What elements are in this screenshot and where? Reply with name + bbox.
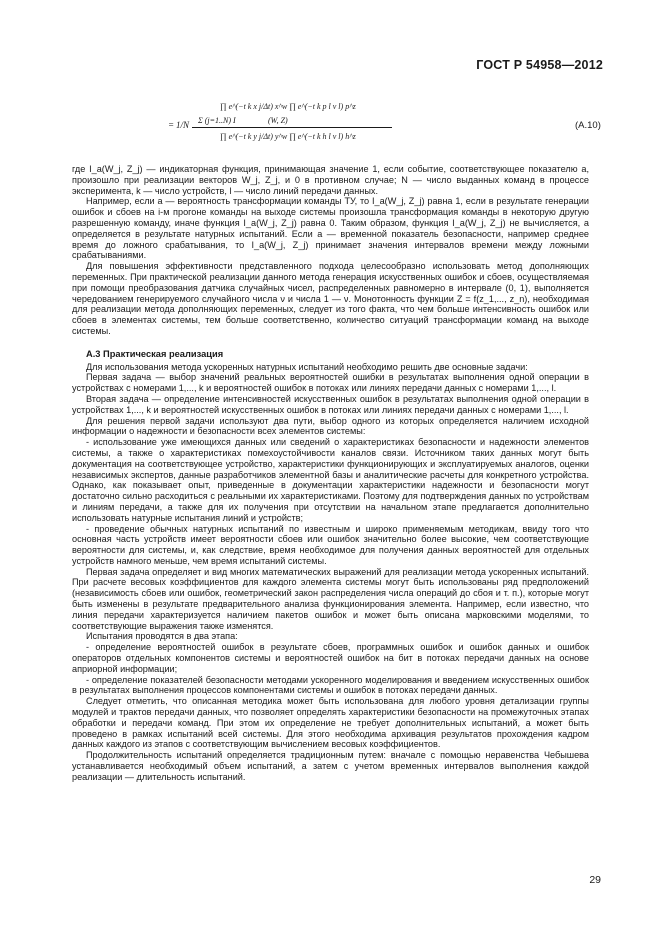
list-item: - проведение обычных натурных испытаний по известным и широко применяемым методикам, ввиду того что основная часть устройств имеет вероятности сбоев или ошибок значительно более высокие, чем соответствующие вероятности для системы, и, как следствие, время необходимое для получения данных вероятностей для отдельных устройств намного меньше, чем время испытаний системы. bbox=[72, 523, 589, 566]
paragraph: Продолжительность испытаний определяется традиционным путем: вначале с помощью неравенства Чебышева устанавливается необходимый объем испытаний, а затем с учетом временных интервалов выполнения каждой реализации — длительность испытаний. bbox=[72, 750, 589, 782]
paragraph: Следует отметить, что описанная методика может быть использована для любого уровня детализации группы модулей и трактов передачи данных, что позволяет определять характеристики безопасности на промежуточных этапах обработки и передачи команд. При этом их определение не требует дополнительных испытаний, а может быть проведено в рамках испытаний всей системы. Для этого необходима архивация результатов прохождения кадром данных каждого из этапов с соответствующим вычислением весовых коэффициентов. bbox=[72, 696, 589, 750]
list-item: - использование уже имеющихся данных или сведений о характеристиках безопасности и надежности элементов системы, а также о характеристиках помехоустойчивости каналов связи. Источником таких данных могут быть документация на соответствующее устройство, характеристики функционирующих и эксплуатируемых аналогов, оценки независимых экспертов, данные разработчиков элементной базы и аналитические расчеты для конкретного устройства. Однако, как показывает опыт, приведенные в документации характеристики надежности и безопасности могут достаточно сильно расходиться с реальными их характеристиками. Поэтому для подтверждения данных по устройствам и линиям передачи, а также для их получения при отсутствии на начальном этапе предлагается дополнительно использовать натурные испытания линий и устройств; bbox=[72, 437, 589, 523]
document-body bbox=[72, 164, 589, 783]
paragraph: Например, если a — вероятность трансформации команды ТУ, то I_a(W_j, Z_j) равна 1, если в результате генерации ошибок и сбоев на i-м прогоне команды на выходе системы произошла трансформация команды в некоторую другую разрешенную команду, иначе функция I_a(W_j, Z_j) равна 0. Таким образом, функция I_a(W_j, Z_j) не вычисляется, а определяется в результате натурных испытаний. Если a — временной показатель безопасности, например среднее время до ложного срабатывания, то I_a(W_j, Z_j) принимает значения интервалов времени между ложными срабатываниями. bbox=[72, 196, 589, 261]
formula-sum: Σ (j=1..N) I bbox=[198, 116, 236, 125]
formula-lhs: = bbox=[168, 120, 175, 130]
formula-coef: 1/N bbox=[176, 120, 190, 130]
formula-sum-args: (W, Z) bbox=[268, 116, 288, 125]
paragraph: Для использования метода ускоренных натурных испытаний необходимо решить две основные задачи: bbox=[86, 361, 528, 372]
list-item: - определение вероятностей ошибок в результате сбоев, программных ошибок и ошибок данных и ошибок операторов отдельных компонентов системы и вероятностей ошибок на бит в потоках передачи данных на основе априорной информации; bbox=[72, 642, 589, 674]
paragraph: Для решения первой задачи используют два пути, выбор одного из которых определяется наличием исходной информации о надежности и безопасности всех элементов системы: bbox=[72, 415, 589, 437]
paragraph: Испытания проводятся в два этапа: bbox=[86, 631, 238, 642]
formula-numerator: ∏ e^(−t k x j/Δt) x^w ∏ e^(−t k p l v l) p^z bbox=[220, 102, 356, 111]
formula-fraction-line bbox=[192, 127, 392, 128]
paragraph: Вторая задача — определение интенсивностей искусственных ошибок в результатах выполнения одной операции в устройствах 1,..., k и вероятностей искусственных ошибок в потоках или линиях передачи данных с номерами 1,..., l. bbox=[72, 393, 589, 415]
paragraph: Первая задача — выбор значений реальных вероятностей ошибки в результатах выполнения одной операции в устройствах с номерами 1,..., k и вероятностей ошибок в потоках или линиях передачи данных с номерами 1,..., l. bbox=[72, 372, 589, 394]
paragraph: Для повышения эффективности представленного подхода целесообразно использовать метод дополняющих переменных. При практической реализации данного метода генерация искусственных ошибок и сбоев, осуществляемая при помощи преобразования датчика случайных чисел, распределенных равномерно в интервале (0, 1), выполняется чередованием генерируемого случайного числа ν и числа 1 — ν. Монотонность функции Z = f(z_1,..., z_n), необходимая для реализации метода дополняющих переменных, следует из того факта, что чем больше интенсивность ошибок или сбоев в элементах системы, тем больше соответственно, количество ситуаций трансформации команд на выходе системы. bbox=[72, 261, 589, 336]
formula-a10 bbox=[150, 96, 601, 158]
list-item: - определение показателей безопасности методами ускоренного моделирования и введением искусственных ошибок в результатах выполнения процессов компонентами системы и ошибок в потоках передачи данных. bbox=[72, 674, 589, 696]
paragraph: где I_a(W_j, Z_j) — индикаторная функция, принимающая значение 1, если событие, соответствующее показателю a, произошло при реализации векторов W_j, Z_j, и 0 в противном случае; N — число выданных команд в процессе эксперимента, k — число устройств, l — число линий передачи данных. bbox=[72, 164, 589, 196]
formula-denominator: ∏ e^(−t k y j/Δt) y^w ∏ e^(−t k h l v l) h^z bbox=[220, 132, 356, 141]
section-title: А.3 Практическая реализация bbox=[86, 348, 224, 359]
page-number: 29 bbox=[589, 874, 601, 886]
formula-label: (A.10) bbox=[575, 120, 601, 131]
paragraph: Первая задача определяет и вид многих математических выражений для реализации метода ускоренных испытаний. При расчете весовых коэффициентов для каждого элемента системы могут быть использованы ряд предположений (независимость сбоев или ошибок, геометрический закон распределения числа операций до сбоя и т. п.), которые могут быть изменены в результате предварительного анализа функционирования элемента. Например, если известно, что линия передачи характеризуется наличием пакетов ошибок и может быть описана марковскими моделями, то соответствующие выражения также изменятся. bbox=[72, 566, 589, 631]
standard-code-header: ГОСТ Р 54958—2012 bbox=[476, 58, 603, 72]
